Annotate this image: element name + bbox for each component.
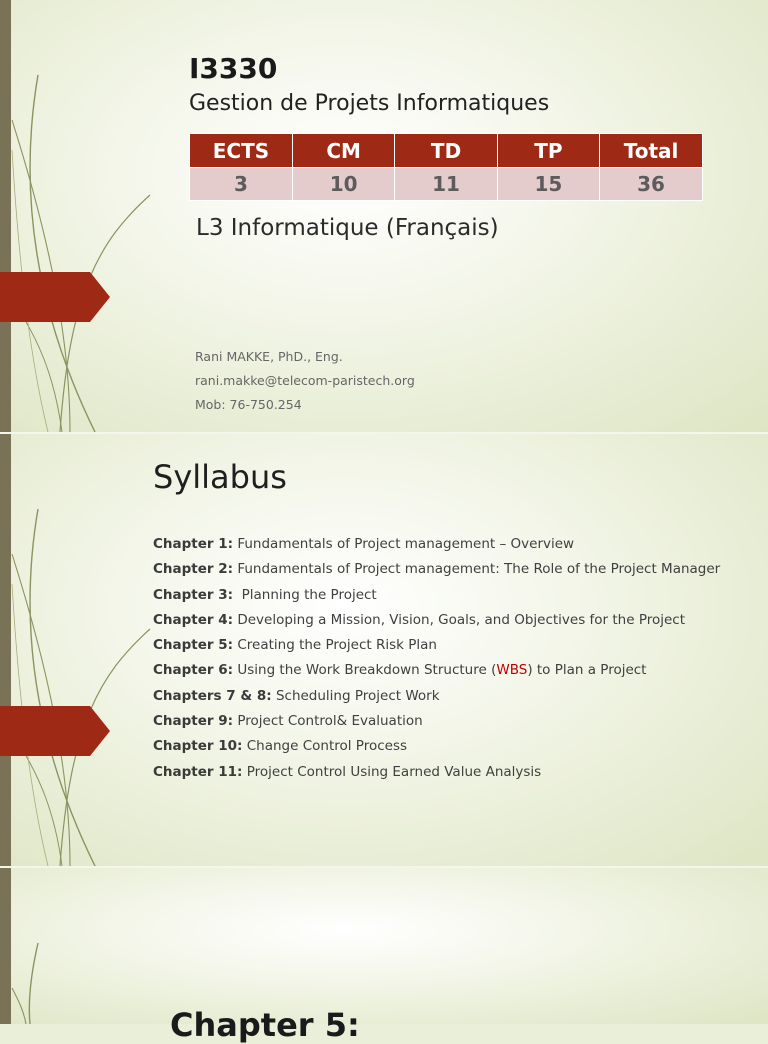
chapter-item xyxy=(153,686,720,711)
contact-name: Rani MAKKE, PhD., Eng. xyxy=(195,349,343,364)
syllabus-title: Syllabus xyxy=(153,458,287,496)
header-tp: TP xyxy=(497,134,599,168)
red-arrow-tab xyxy=(0,272,110,322)
header-cm: CM xyxy=(292,134,394,168)
chapter-text: ) to Plan a Project xyxy=(527,662,647,679)
contact-mobile: Mob: 76-750.254 xyxy=(195,397,302,412)
chapter-text: Creating the Project Risk Plan xyxy=(233,637,437,654)
chapter-text: Change Control Process xyxy=(242,738,408,755)
chapter-label: Chapter 1: xyxy=(153,536,234,552)
wbs-highlight: WBS xyxy=(496,662,528,679)
chapter-label: Chapter 11: xyxy=(153,763,243,780)
decorative-curves xyxy=(0,0,200,432)
chapter-item xyxy=(153,559,720,584)
slide-title xyxy=(0,0,768,432)
header-total: Total xyxy=(600,134,703,168)
value-total: 36 xyxy=(600,168,703,201)
program-name: L3 Informatique (Français) xyxy=(196,215,499,241)
chapter-item xyxy=(153,762,720,787)
chapter-label: Chapter 6: xyxy=(153,662,234,679)
value-cm: 10 xyxy=(292,168,394,201)
chapter-label: Chapter 3: xyxy=(153,586,234,603)
course-code: I3330 xyxy=(189,52,278,85)
chapter-item xyxy=(153,534,720,559)
chapter-label: Chapter 5: xyxy=(153,637,234,654)
contact-email: rani.makke@telecom-paristech.org xyxy=(195,373,415,388)
chapter-item xyxy=(153,711,720,736)
value-ects: 3 xyxy=(190,168,293,201)
course-title: Gestion de Projets Informatiques xyxy=(189,91,550,116)
chapter-item xyxy=(153,585,720,610)
chapter-text: Scheduling Project Work xyxy=(271,687,440,704)
chapter-text: Project Control Using Earned Value Analysis xyxy=(242,763,542,780)
hours-table xyxy=(189,133,703,201)
chapter-text: Fundamentals of Project management: The Role of the Project Manager xyxy=(233,561,721,578)
slide-syllabus xyxy=(0,434,768,866)
chapter-text: Project Control& Evaluation xyxy=(233,713,423,730)
decorative-curves xyxy=(0,868,200,1024)
chapter-label: Chapter 10: xyxy=(153,738,243,755)
hours-table-header-row xyxy=(190,134,703,168)
chapter-text: Planning the Project xyxy=(233,586,377,603)
header-ects: ECTS xyxy=(190,134,293,168)
chapter-item xyxy=(153,660,720,685)
chapter-text: Using the Work Breakdown Structure ( xyxy=(233,662,497,679)
chapter-text: Fundamentals of Project management – Overview xyxy=(233,536,575,552)
chapter-item xyxy=(153,610,720,635)
chapter-label: Chapters 7 & 8: xyxy=(153,687,272,704)
header-td: TD xyxy=(395,134,497,168)
chapter-label: Chapter 9: xyxy=(153,713,234,730)
chapter-label: Chapter 2: xyxy=(153,561,234,578)
chapter-label: Chapter 4: xyxy=(153,611,234,628)
red-arrow-tab xyxy=(0,706,110,756)
chapter-item xyxy=(153,635,720,660)
slide-chapter-5 xyxy=(0,868,768,1044)
chapter-list xyxy=(153,534,720,787)
chapter-text: Developing a Mission, Vision, Goals, and Objectives for the Project xyxy=(233,611,686,628)
chapter-5-title: Chapter 5: xyxy=(170,1006,360,1044)
hours-table-value-row xyxy=(190,168,703,201)
value-td: 11 xyxy=(395,168,497,201)
value-tp: 15 xyxy=(497,168,599,201)
chapter-item xyxy=(153,736,720,761)
